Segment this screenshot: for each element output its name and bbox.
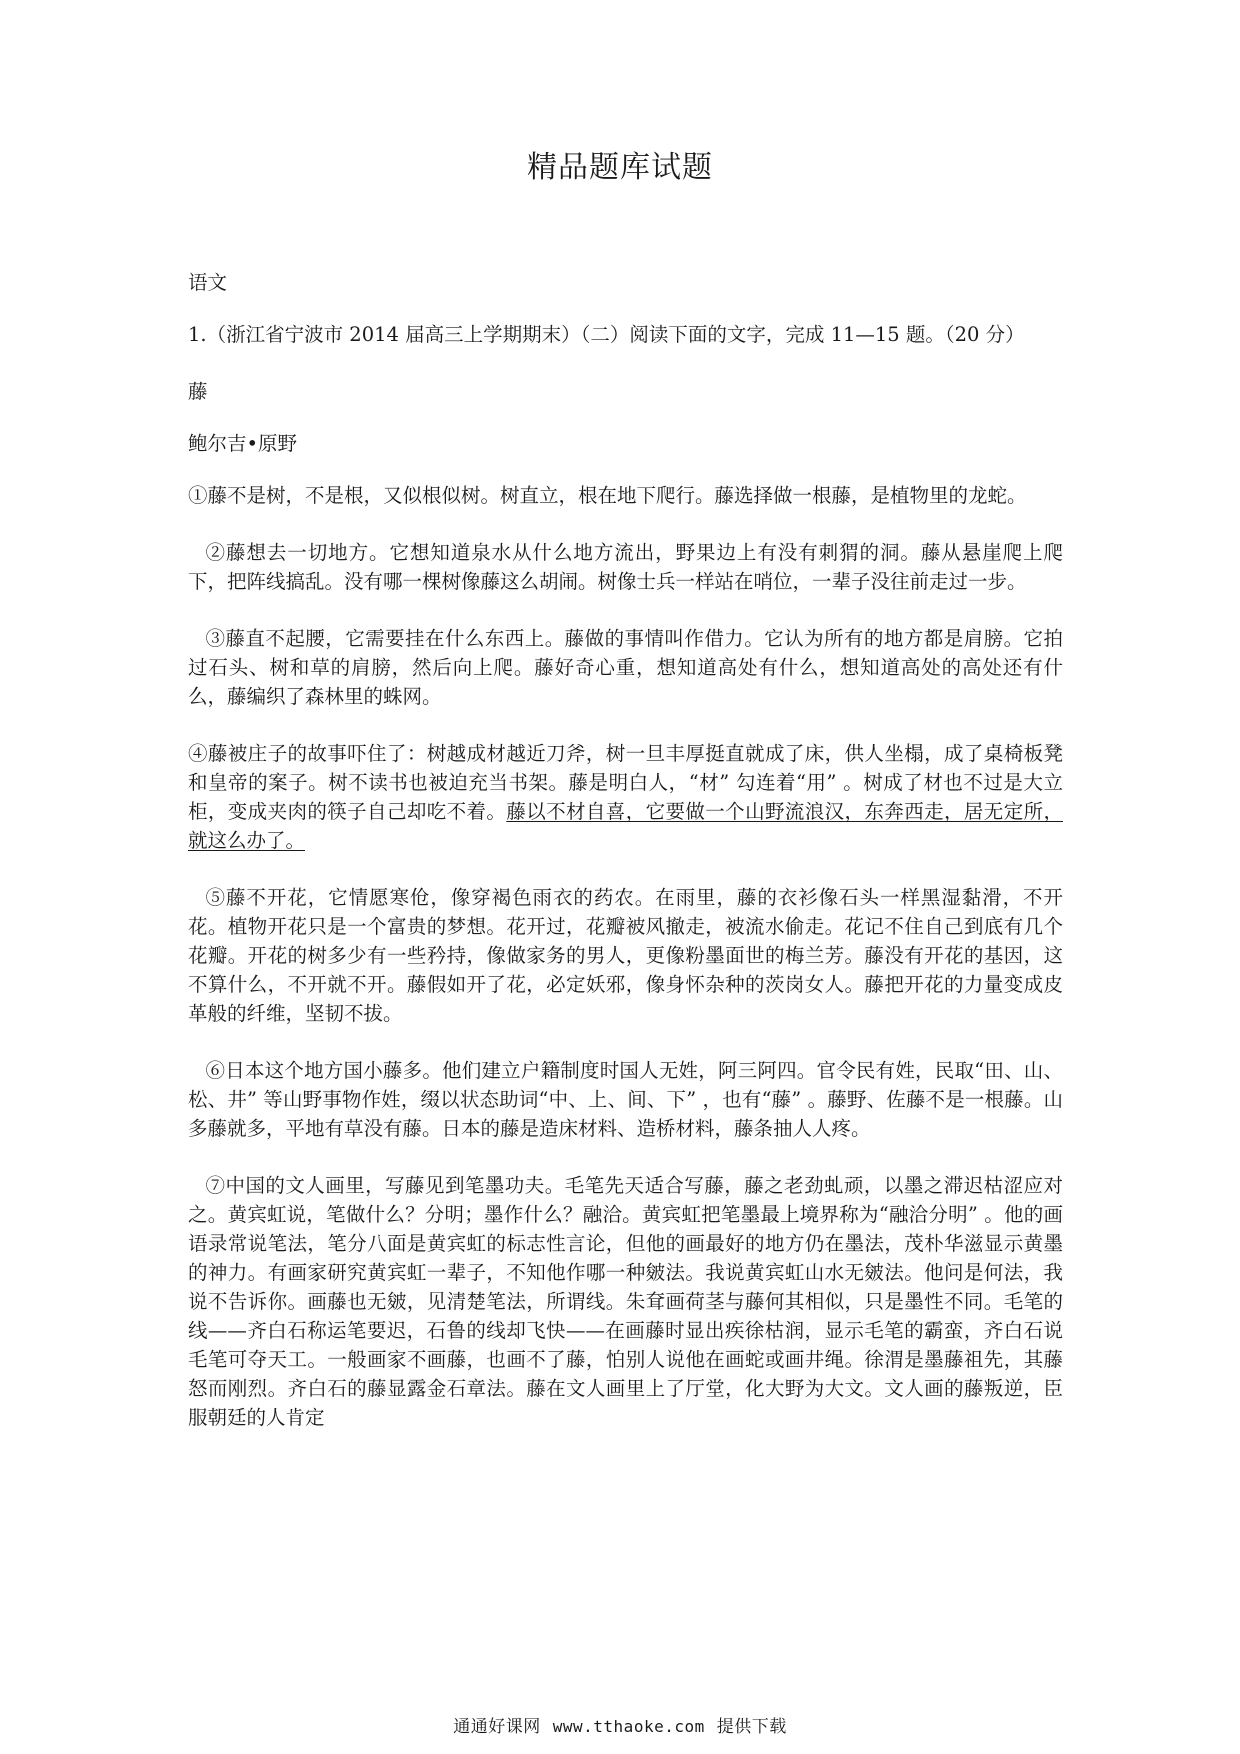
paragraph-3: ③藤直不起腰，它需要挂在什么东西上。藤做的事情叫作借力。它认为所有的地方都是肩膀。它拍过石头、树和草的肩膀，然后向上爬。藤好奇心重，想知道高处有什么，想知道高处的高处还有什么，藤编织了森林里的蛛网。 <box>188 627 1063 708</box>
paragraph-1: ①藤不是树，不是根，又似根似树。树直立，根在地下爬行。藤选择做一根藤，是植物里的龙蛇。 <box>188 484 1027 507</box>
subject-label: 语文 <box>188 271 228 294</box>
paragraph-4-underlined-sentence: 藤以不材自喜，它要做一个山野流浪汉，东奔西走，居无定所，就这么办了。 <box>188 800 1063 852</box>
paragraph-2: ②藤想去一切地方。它想知道泉水从什么地方流出，野果边上有没有刺猬的洞。藤从悬崖爬上爬下，把阵线搞乱。没有哪一棵树像藤这么胡闹。树像士兵一样站在哨位，一辈子没往前走过一步。 <box>188 541 1063 593</box>
paragraph-6: ⑥日本这个地方国小藤多。他们建立户籍制度时国人无姓，阿三阿四。官令民有姓，民取“田、山、松、井” 等山野事物作姓，缀以状态助词“中、上、间、下” ，也有“藤” 。藤野、佐藤不是一根藤。山多藤就多，平地有草没有藤。日本的藤是造床材料、造桥材料，藤条抽人人疼。 <box>188 1059 1063 1140</box>
footer-suffix: 提供下载 <box>716 1717 787 1737</box>
question-intro: 1.（浙江省宁波市 2014 届高三上学期期末）（二）阅读下面的文字，完成 11—15 题。（20 分） <box>188 323 1025 346</box>
page-title: 精品题库试题 <box>527 150 713 185</box>
footer-site-name: 通通好课网 <box>453 1717 541 1737</box>
paragraph-7: ⑦中国的文人画里，写藤见到笔墨功夫。毛笔先天适合写藤，藤之老劲虬顽，以墨之滞迟枯涩应对之。黄宾虹说，笔做什么？分明；墨作什么？融洽。黄宾虹把笔墨最上境界称为“融洽分明” 。他的画语录常说笔法，笔分八面是黄宾虹的标志性言论，但他的画最好的地方仍在墨法，茂朴华滋显示黄墨的神力。有画家研究黄宾虹一辈子，不知他作哪一种皴法。我说黄宾虹山水无皴法。他问是何法，我说不告诉你。画藤也无皴，见清楚笔法，所谓线。朱耷画荷茎与藤何其相似，只是墨性不同。毛笔的线——齐白石称运笔要迟，石鲁的线却飞快——在画藤时显出疾徐枯润，显示毛笔的霸蛮，齐白石说毛笔可夺天工。一般画家不画藤，也画不了藤，怕别人说他在画蛇或画井绳。徐渭是墨藤祖先，其藤怒而刚烈。齐白石的藤显露金石章法。藤在文人画里上了厅堂，化大野为大文。文人画的藤叛逆，臣服朝廷的人肯定 <box>188 1174 1063 1429</box>
paragraph-4 <box>188 739 1063 855</box>
paragraph-4-text: ④藤被庄子的故事吓住了：树越成材越近刀斧，树一旦丰厚挺直就成了床，供人坐榻，成了桌椅板凳和皇帝的案子。树不读书也被迫充当书架。藤是明白人，“材” 勾连着“用” 。树成了材也不过是大立柜，变成夹肉的筷子自己却吃不着。 <box>188 742 1063 823</box>
page-footer <box>0 1712 1240 1737</box>
article-author: 鲍尔吉•原野 <box>188 432 298 455</box>
paragraph-5: ⑤藤不开花，它情愿寒伧，像穿褐色雨衣的药农。在雨里，藤的衣衫像石头一样黑湿黏滑，不开花。植物开花只是一个富贵的梦想。花开过，花瓣被风撤走，被流水偷走。花记不住自己到底有几个花瓣。开花的树多少有一些矜持，像做家务的男人，更像粉墨面世的梅兰芳。藤没有开花的基因，这不算什么，不开就不开。藤假如开了花，必定妖邪，像身怀杂种的茨岗女人。藤把开花的力量变成皮革般的纤维，坚韧不拔。 <box>188 886 1063 1025</box>
document-body <box>188 268 1063 1460</box>
footer-url[interactable]: www.tthaoke.com <box>552 1717 705 1736</box>
article-title: 藤 <box>188 380 208 403</box>
